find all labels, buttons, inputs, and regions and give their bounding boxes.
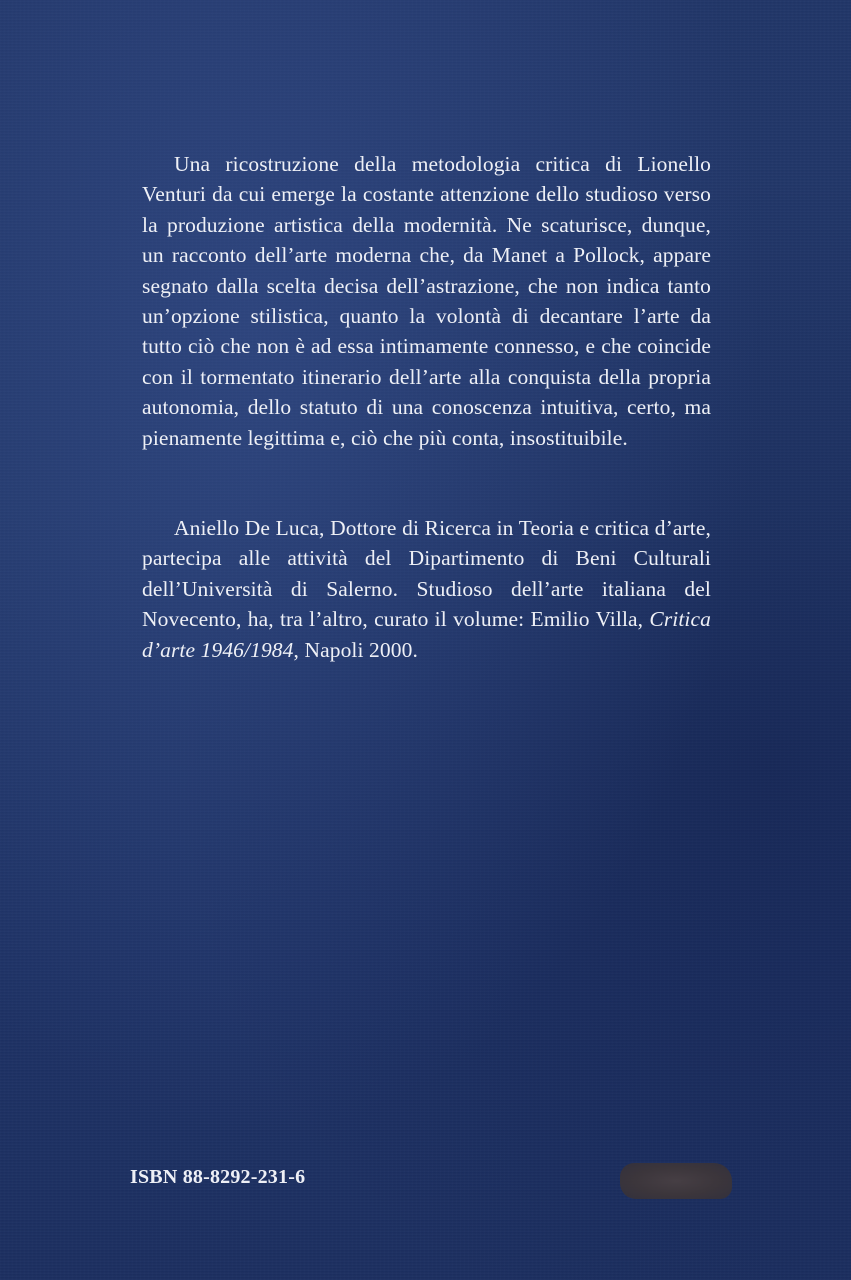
price-sticker-residue	[620, 1163, 732, 1199]
blurb-paragraph: Una ricostruzione della metodologia critica di Lionello Venturi da cui emerge la costante attenzione dello studioso verso la produzione artistica della modernità. Ne scaturisce, dunque, un racconto dell’arte moderna che, da Manet a Pollock, appare segnato dalla scelta decisa dell’astrazione, che non indica tanto un’opzione stilistica, quanto la volontà di decantare l’arte da tutto ciò che non è ad essa intimamente connesso, e che coincide con il tormentato itinerario dell’arte alla conquista della propria autonomia, dello statuto di una conoscenza intuitiva, certo, ma pienamente legittima e, ciò che più conta, insostituibile.	[142, 152, 711, 450]
author-bio-paragraph	[142, 513, 711, 665]
bio-text-end: , Napoli 2000.	[293, 637, 418, 662]
bio-book-title: Critica d’arte 1946/1984	[142, 607, 711, 662]
isbn-label: ISBN 88-8292-231-6	[130, 1166, 306, 1188]
bio-text: Aniello De Luca, Dottore di Ricerca in Teoria e critica d’arte, partecipa alle attività del Dipartimento di Beni Culturali dell’Università di Salerno. Studioso dell’arte italiana del Novecento, ha, tra l’altro, curato il volume: Emilio Villa,	[142, 516, 711, 632]
